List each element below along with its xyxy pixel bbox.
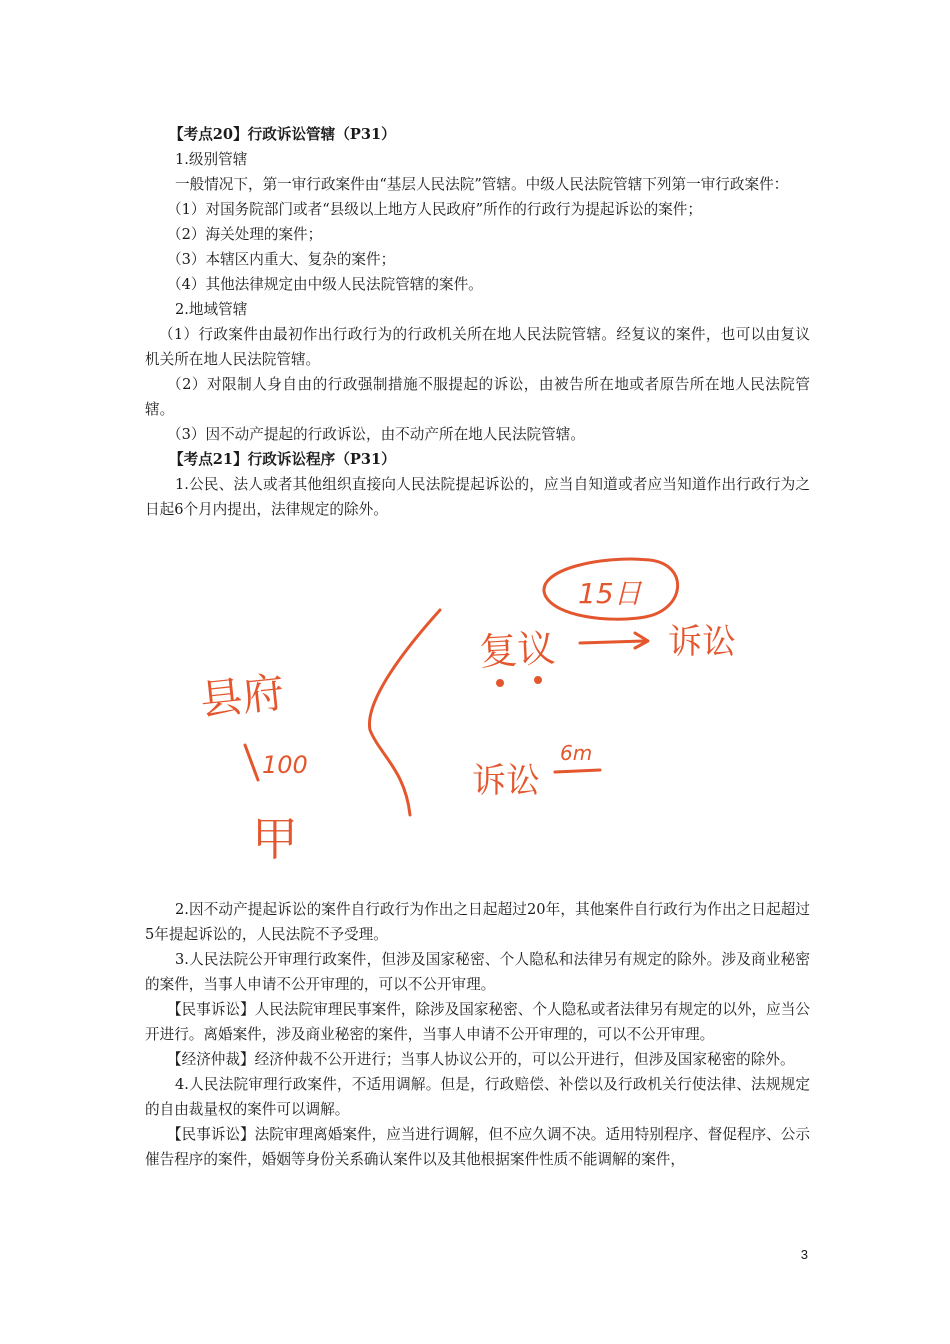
sketch-text-left-mid: 100 (262, 751, 308, 779)
sketch-text-limit: 6m (560, 741, 593, 765)
procedure-paragraph-1: 1.公民、法人或者其他组织直接向人民法院提起诉讼的，应当自知道或者应当知道作出行政行为之日起6个月内提出，法律规定的除外。 (145, 476, 810, 518)
region-item-1: （1）行政案件由最初作出行政行为的行政机关所在地人民法院管辖。经复议的案件，也可以由复议机关所在地人民法院管辖。 (145, 326, 810, 368)
list-item: （2）海关处理的案件； (167, 226, 323, 243)
procedure-paragraph-2: 2.因不动产提起诉讼的案件自行政行为作出之日起超过20年，其他案件自行政行为作出之日起超过5年提起诉讼的，人民法院不予受理。 (145, 901, 810, 943)
sketch-text-review: 复议 (478, 626, 557, 674)
bracket-stroke (369, 610, 440, 815)
sketch-text-left-top: 县府 (197, 667, 287, 725)
section-heading-21: 【考点21】行政诉讼程序（P31） (169, 451, 396, 468)
arrow-stroke (580, 641, 645, 643)
document-body-top (145, 122, 810, 522)
procedure-paragraph-4: 4.人民法院审理行政案件，不适用调解。但是，行政赔偿、补偿以及行政机关行使法律、法规规定的自由裁量权的案件可以调解。 (145, 1076, 810, 1118)
economic-note: 【经济仲裁】经济仲裁不公开进行；当事人协议公开的，可以公开进行，但涉及国家秘密的除外。 (167, 1051, 795, 1068)
civil-note-1: 【民事诉讼】人民法院审理民事案件，除涉及国家秘密、个人隐私或者法律另有规定的以外，应当公开进行。离婚案件，涉及商业秘密的案件，当事人申请不公开审理的，可以不公开审理。 (145, 1001, 810, 1043)
region-jurisdiction-title: 2.地域管辖 (175, 301, 248, 318)
list-item: （3）本辖区内重大、复杂的案件； (167, 251, 396, 268)
sketch-text-lawsuit-top: 诉讼 (668, 622, 736, 662)
section-heading-20: 【考点20】行政诉讼管辖（P31） (169, 126, 396, 143)
handwritten-sketch (190, 555, 760, 875)
procedure-paragraph-3: 3.人民法院公开审理行政案件，但涉及国家秘密、个人隐私和法律另有规定的除外。涉及商业秘密的案件，当事人申请不公开审理的，可以不公开审理。 (145, 951, 810, 993)
list-item: （4）其他法律规定由中级人民法院管辖的案件。 (167, 276, 483, 293)
page-number: 3 (800, 1247, 808, 1262)
sketch-text-days: 15日 (578, 577, 642, 610)
level-jurisdiction-title: 1.级别管辖 (175, 151, 248, 168)
list-item: （1）对国务院部门或者“县级以上地方人民政府”所作的行政行为提起诉讼的案件； (167, 201, 702, 218)
region-item-3: （3）因不动产提起的行政诉讼，由不动产所在地人民法院管辖。 (167, 426, 585, 443)
sketch-text-left-bottom: 甲 (252, 812, 298, 866)
dot-mark (498, 681, 503, 686)
level-jurisdiction-intro: 一般情况下，第一审行政案件由“基层人民法院”管辖。中级人民法院管辖下列第一审行政案件： (175, 176, 789, 193)
sketch-text-lawsuit-bottom: 诉讼 (472, 761, 540, 801)
dot-mark (536, 678, 541, 683)
slash-stroke (245, 745, 258, 780)
region-item-2: （2）对限制人身自由的行政强制措施不服提起的诉讼，由被告所在地或者原告所在地人民法院管辖。 (145, 376, 810, 418)
underline-stroke (555, 770, 600, 772)
civil-note-2: 【民事诉讼】法院审理离婚案件，应当进行调解，但不应久调不决。适用特别程序、督促程序、公示催告程序的案件，婚姻等身份关系确认案件以及其他根据案件性质不能调解的案件， (145, 1126, 810, 1168)
document-body-bottom (145, 897, 810, 1172)
